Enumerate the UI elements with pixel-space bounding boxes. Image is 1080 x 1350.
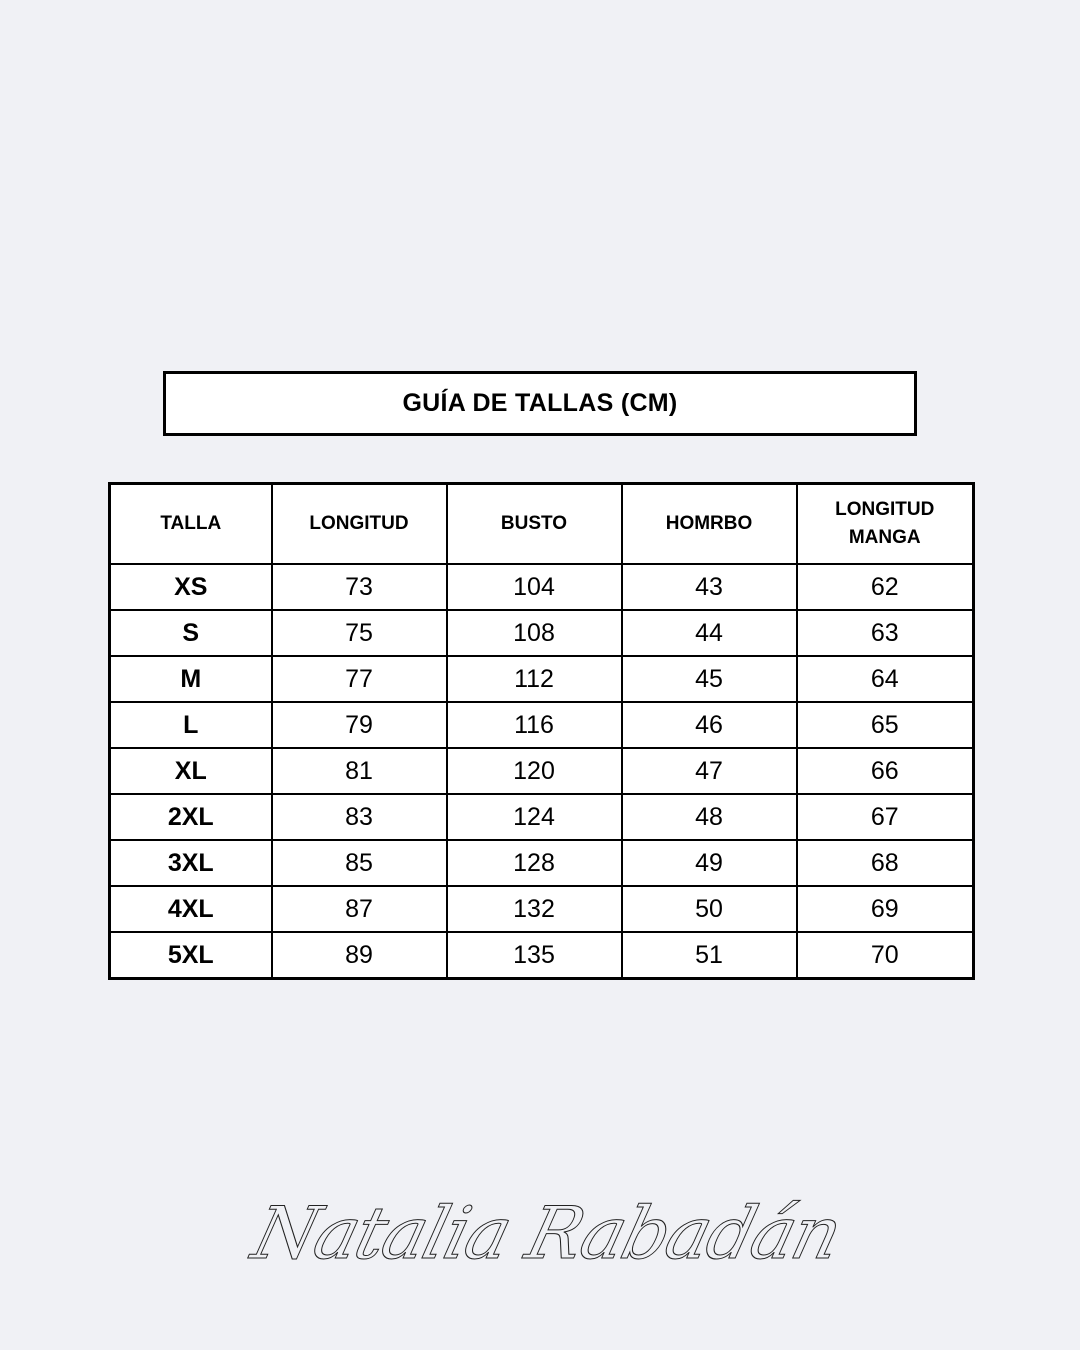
measurement-cell: 75 (272, 610, 447, 656)
table-row (110, 840, 974, 886)
measurement-cell: 48 (622, 794, 797, 840)
measurement-cell: 67 (797, 794, 974, 840)
measurement-cell: 81 (272, 748, 447, 794)
size-cell: 2XL (110, 794, 272, 840)
measurement-cell: 132 (447, 886, 622, 932)
page-title: GUÍA DE TALLAS (CM) (163, 371, 917, 436)
measurement-cell: 65 (797, 702, 974, 748)
measurement-cell: 116 (447, 702, 622, 748)
measurement-cell: 63 (797, 610, 974, 656)
signature-graphic (0, 1180, 1080, 1290)
table-row (110, 564, 974, 610)
header-label: BUSTO (500, 513, 568, 534)
table-row (110, 794, 974, 840)
measurement-cell: 43 (622, 564, 797, 610)
table-row (110, 748, 974, 794)
measurement-cell: 85 (272, 840, 447, 886)
measurement-cell: 49 (622, 840, 797, 886)
measurement-cell: 50 (622, 886, 797, 932)
measurement-cell: 112 (447, 656, 622, 702)
measurement-cell: 124 (447, 794, 622, 840)
header-busto (447, 484, 622, 565)
measurement-cell: 62 (797, 564, 974, 610)
measurement-cell: 44 (622, 610, 797, 656)
measurement-cell: 46 (622, 702, 797, 748)
size-cell: L (110, 702, 272, 748)
table-body (110, 564, 974, 979)
table-row (110, 702, 974, 748)
header-longitud-manga (797, 484, 974, 565)
size-cell: S (110, 610, 272, 656)
size-cell: 5XL (110, 932, 272, 979)
table-row (110, 610, 974, 656)
header-label: TALLA (160, 513, 222, 534)
header-hombro (622, 484, 797, 565)
header-talla (110, 484, 272, 565)
svg-text:Natalia Rabadán: Natalia Rabadán (244, 1192, 849, 1276)
measurement-cell: 66 (797, 748, 974, 794)
measurement-cell: 73 (272, 564, 447, 610)
measurement-cell: 89 (272, 932, 447, 979)
size-cell: 4XL (110, 886, 272, 932)
measurement-cell: 135 (447, 932, 622, 979)
header-label: LONGITUD (309, 513, 409, 534)
measurement-cell: 104 (447, 564, 622, 610)
size-cell: M (110, 656, 272, 702)
measurement-cell: 108 (447, 610, 622, 656)
header-label: HOMRBO (665, 513, 753, 534)
size-cell: XS (110, 564, 272, 610)
measurement-cell: 128 (447, 840, 622, 886)
size-table (108, 482, 975, 980)
measurement-cell: 79 (272, 702, 447, 748)
signature-logo (0, 1180, 1080, 1290)
measurement-cell: 77 (272, 656, 447, 702)
size-cell: XL (110, 748, 272, 794)
table-row (110, 932, 974, 979)
measurement-cell: 47 (622, 748, 797, 794)
measurement-cell: 45 (622, 656, 797, 702)
measurement-cell: 68 (797, 840, 974, 886)
measurement-cell: 70 (797, 932, 974, 979)
header-label: MANGA (848, 527, 921, 548)
table-row (110, 656, 974, 702)
table-row (110, 886, 974, 932)
measurement-cell: 64 (797, 656, 974, 702)
measurement-cell: 69 (797, 886, 974, 932)
measurement-cell: 51 (622, 932, 797, 979)
header-longitud (272, 484, 447, 565)
measurement-cell: 87 (272, 886, 447, 932)
header-label: LONGITUD (835, 499, 935, 520)
size-cell: 3XL (110, 840, 272, 886)
measurement-cell: 120 (447, 748, 622, 794)
table-header-row (110, 484, 974, 565)
measurement-cell: 83 (272, 794, 447, 840)
